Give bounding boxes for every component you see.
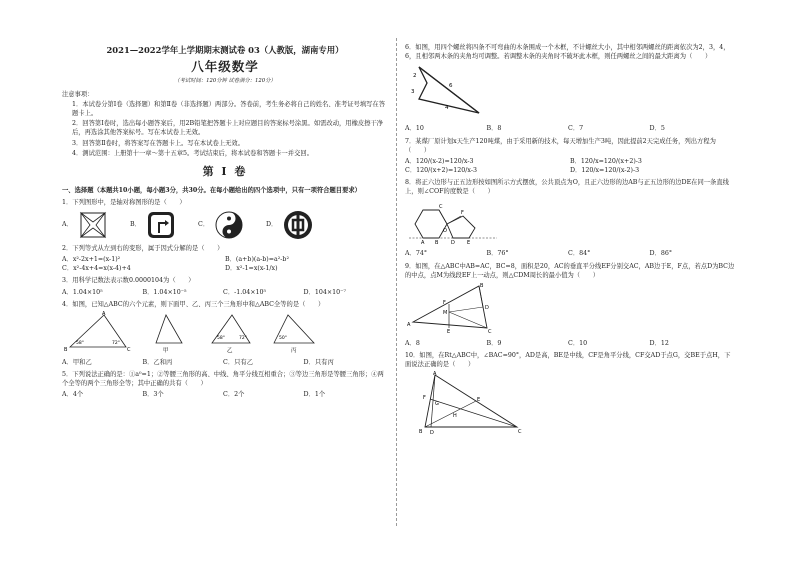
q9-options — [405, 339, 731, 348]
notes-title: 注意事项： — [62, 90, 94, 98]
q8-label-c: C — [439, 204, 443, 211]
q10-label-h: H — [453, 413, 457, 420]
q3-option-a: A．1.04×10⁵ — [62, 288, 103, 296]
q2-options — [62, 255, 388, 273]
q5-options — [62, 390, 384, 399]
q6-side-6: 6 — [449, 83, 453, 90]
question-7: 7．某煤厂原计划x天生产120吨煤，由于采用新的技术，每天增加生产3吨，因此提前2天完成任务，列出方程为（ ） — [405, 137, 716, 154]
q8-option-a: A．74° — [405, 250, 428, 258]
q7-option-c: C．120/(x+2)=120/x-3 — [405, 166, 477, 174]
q1-label-a: A． — [62, 221, 73, 229]
exam-title: 2021—2022学年上学期期末测试卷 03（人教版，湖南专用） — [106, 45, 344, 55]
question-5: 5．下列说法正确的是：①a⁰=1；②等腰三角形的高、中线、角平分线互相重合；③等边三角形是等腰三角形；④两个全等的两个三角形全等；其中正确的共有（ ） — [62, 371, 384, 388]
road-sign-figure — [146, 210, 176, 240]
q8-hexagon-pentagon-figure — [405, 198, 525, 244]
q10-label-e: E — [477, 397, 481, 404]
q1-figures — [62, 209, 388, 241]
q1-label-d: D． — [266, 221, 278, 229]
question-8: 8．将正六边形与正五边形按如图所示方式摆放，公共顶点为O，且正六边形的边AB与正五边形的边DE在同一条直线上，则∠COF的度数是（ ） — [405, 179, 729, 196]
section-heading: 第 Ⅰ 卷 — [202, 164, 248, 178]
q6-side-4: 4 — [445, 105, 449, 112]
q5-option-c: C．2个 — [223, 391, 245, 399]
q6-option-b: B．8 — [486, 125, 502, 133]
q6-side-3: 3 — [411, 89, 415, 96]
svg-text:C: C — [127, 346, 131, 353]
q6-side-2: 2 — [413, 73, 417, 80]
q9-label-m: M — [443, 309, 448, 316]
q8-label-f: F — [461, 210, 464, 217]
q3-option-c: C．-1.04×10⁵ — [223, 288, 267, 296]
svg-text:50°: 50° — [279, 335, 287, 341]
q10-label-f: F — [423, 395, 426, 402]
q4-triangles-figure — [62, 311, 388, 353]
q9-option-a: A．8 — [405, 339, 420, 347]
q7-option-a: A．120/(x-2)=120/x-3 — [405, 157, 474, 165]
q10-label-c: C — [518, 429, 522, 436]
svg-text:B: B — [64, 346, 68, 353]
q5-option-d: D．1个 — [303, 391, 326, 399]
q9-label-c: C — [488, 328, 492, 334]
q2-option-a: A．x²-2x+1=(x-1)² — [62, 256, 121, 264]
q1-label-b: B． — [130, 221, 141, 229]
q2-option-c: C．x²-4x+4=x(x-4)+4 — [62, 265, 131, 273]
q4-option-c: C．只有乙 — [223, 358, 254, 366]
q3-option-d: D．104×10⁻⁷ — [303, 288, 347, 296]
triangle-abc — [64, 311, 131, 353]
q10-right-triangle-figure — [405, 371, 555, 437]
q5-option-a: A．4个 — [62, 391, 84, 399]
q4-options — [62, 358, 384, 367]
note-1: 1．本试卷分第Ⅰ卷（选择题）和第Ⅱ卷（非选择题）两部分。答卷前，考生务必将自己的姓名、准考证号填写在答题卡上。 — [72, 101, 386, 118]
q9-triangle-figure — [405, 282, 525, 334]
q10-label-b: B — [419, 429, 423, 436]
q9-option-b: B．9 — [486, 339, 502, 347]
svg-text:A: A — [102, 310, 106, 317]
q8-option-c: C．84° — [568, 250, 591, 258]
q10-label-g: G — [435, 401, 439, 408]
svg-text:58°: 58° — [76, 340, 84, 346]
q6-wooden-frame-figure — [405, 63, 515, 119]
bank-logo-figure — [282, 209, 314, 241]
question-1: 1．下列图形中，是轴对称图形的是（ ） — [62, 198, 186, 206]
subject-title: 八年级数学 — [191, 59, 259, 75]
q4-option-d: D．只有丙 — [303, 358, 334, 366]
q8-label-a: A — [421, 240, 425, 245]
q8-option-d: D．86° — [649, 250, 673, 258]
q8-options — [405, 249, 731, 258]
q9-label-a: A — [407, 321, 411, 328]
q4-fig-label-yi: 乙 — [227, 347, 233, 353]
triangle-yi — [212, 315, 250, 353]
q10-label-d: D — [430, 430, 434, 437]
triangle-bing — [274, 315, 314, 353]
q1-label-c: C． — [198, 221, 210, 229]
q9-label-d: D — [485, 304, 489, 311]
section-instructions: 一、选择题（本题共10小题，每小题3分，共30分。在每小题给出的四个选项中，只有一项符合题目要求） — [62, 186, 361, 194]
q8-label-b: B — [435, 240, 439, 245]
q8-label-e: E — [467, 240, 471, 245]
question-2: 2．下列等式从左到右的变形，属于因式分解的是（ ） — [62, 245, 224, 253]
q10-label-a: A — [433, 371, 437, 378]
q6-option-a: A．10 — [405, 125, 424, 133]
q4-fig-label-jia: 甲 — [163, 347, 169, 353]
q8-label-o: O — [443, 228, 447, 235]
q9-label-b: B — [480, 282, 484, 289]
q8-option-b: B．76° — [486, 250, 509, 258]
q2-option-d: D．x²-1=x(x-1/x) — [225, 265, 278, 273]
note-2: 2．回答第Ⅰ卷时，选出每小题答案后，用2B铅笔把答题卡上对应题目的答案标号涂黑。如需改动，用橡皮擦干净后，再选涂其他答案标号。写在本试卷上无效。 — [72, 120, 384, 137]
pinwheel-square-figure — [78, 210, 108, 240]
q4-option-a: A．甲和乙 — [62, 358, 92, 366]
q9-label-f: F — [443, 299, 446, 306]
note-3: 3．回答第Ⅱ卷时，将答案写在答题卡上。写在本试卷上无效。 — [72, 139, 245, 147]
q8-label-d: D — [451, 240, 455, 245]
q6-option-c: C．7 — [568, 125, 584, 133]
q9-option-d: D．12 — [649, 339, 669, 347]
question-3: 3．用科学记数法表示数0.0000104为（ ） — [62, 277, 195, 285]
question-6: 6．如图，用四个螺丝将四条不可弯曲的木条围成一个木框，不计螺丝大小，其中相邻两螺丝的距离依次为2，3，4，6，且相邻两木条的夹角均可调整。若调整木条的夹角时不破坏此木框，则任两螺丝之间的最大距离为（ ） — [405, 44, 730, 61]
q4-option-b: B．乙和丙 — [142, 358, 173, 366]
column-divider — [396, 38, 397, 526]
q4-fig-label-bing: 丙 — [291, 347, 297, 353]
exam-info: （考试时间：120分钟 试卷满分：120分） — [174, 78, 276, 85]
question-4: 4．如图，已知△ABC的六个元素，则下面甲、乙、丙三个三角形中和△ABC全等的是（ ） — [62, 300, 325, 308]
svg-text:72°: 72° — [239, 335, 247, 341]
q9-label-e: E — [447, 328, 451, 334]
q5-option-b: B．3个 — [142, 391, 164, 399]
q2-option-b: B．(a+b)(a-b)=a²-b² — [225, 256, 289, 264]
q9-option-c: C．10 — [568, 339, 588, 347]
q6-options — [405, 124, 731, 133]
q3-options — [62, 288, 384, 297]
q7-option-b: B．120/x=120/(x+2)-3 — [570, 157, 642, 165]
svg-text:72°: 72° — [112, 340, 120, 346]
question-10: 10．如图，在Rt△ABC中，∠BAC=90°，AD是高，BE是中线，CF是角平分线，CF交AD于点G，交BE于点H，下面说法正确的是（ ） — [405, 352, 731, 369]
yin-yang-figure — [214, 210, 244, 240]
right-column — [405, 40, 735, 440]
q7-option-d: D．120/x=120/(x-2)-3 — [570, 166, 640, 174]
q6-option-d: D．5 — [649, 125, 665, 133]
left-column — [62, 40, 388, 401]
svg-text:58°: 58° — [217, 335, 225, 341]
note-4: 4．测试范围：上册第十一章～第十五章5。考试结束后，将本试卷和答题卡一并交回。 — [72, 149, 313, 157]
q7-options — [405, 157, 735, 175]
triangle-jia — [156, 315, 182, 353]
question-9: 9．如图，在△ABC中AB=AC，BC=8，面积是20，AC的垂直平分线EF分别交AC，AB边于E，F点，若点D为BC边的中点，点M为线段EF上一动点，则△CDM周长的最小值为（ ） — [405, 262, 735, 279]
q3-option-b: B．1.04×10⁻⁵ — [142, 288, 187, 296]
